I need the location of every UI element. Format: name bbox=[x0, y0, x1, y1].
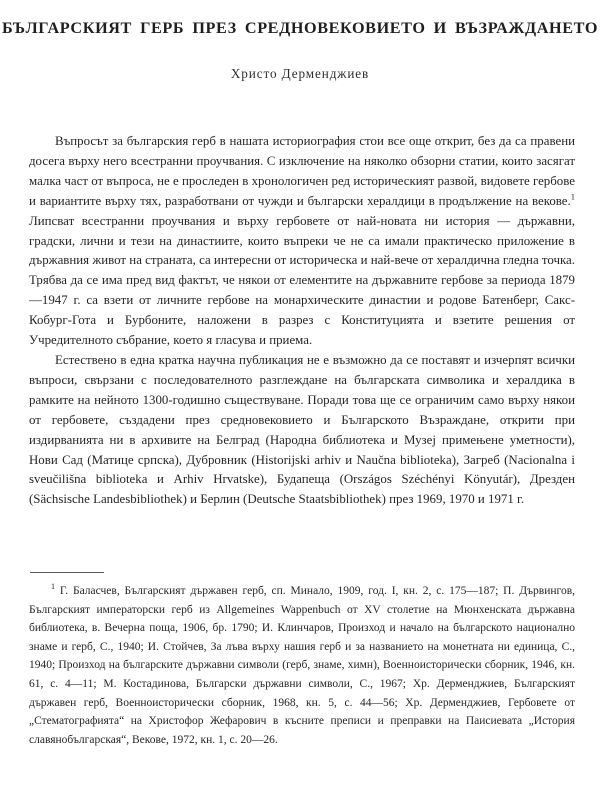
footnote-1-text: Г. Баласчев, Българският държавен герб, сп. Минало, 1909, год. I, кн. 2, с. 175—187; П. Дървингов, Българският императорски герб из Allgemeines Wappenbuch от XV столетие на Мюнхенската държавна библиотека, в. Вечерна поща, 1906, бр. 1790; И. Клинчаров, Произход и начало на българското национално знаме и герб, С., 1940; И. Стойчев, За лъва върху нашия герб и за названието на монетната ни единица, С., 1940; Произход на българските държавни символи (герб, знаме, химн), Военноисторически сборник, 1946, кн. 61, с. 4—11; М. Костадинова, Български държавни символи, С., 1967; Хр. Дерменджиев, Българският държавен герб, Военноисторически сборник, 1968, кн. 5, с. 44—56; Хр. Дерменджиев, Гербовете от „Стематографията“ на Христофор Жефарович в късните преписи и преправки на Паисиевата „История славянобългарская“, Векове, 1972, кн. 1, с. 20—26. bbox=[29, 585, 575, 746]
author-name: Христо Дерменджиев bbox=[230, 66, 370, 81]
article-body bbox=[29, 132, 575, 510]
paragraph-1-text-a: Въпросът за българския герб в нашата историография стои все още открит, без да са правени досега върху него всестранни проучвания. С изключение на няколко обзорни статии, които засягат малка част от въпроса, не е проследен в хронологичен ред историческият развой, видовете гербове и вариантите върху тях, разработвани от чужди и български хералдици в продължение на векове. bbox=[29, 134, 575, 208]
footnote-block bbox=[29, 572, 575, 749]
footnote-1 bbox=[29, 582, 575, 749]
paragraph-2: Естествено в една кратка научна публикация не е възможно да се поставят и изчерпят всички въпроси, свързани с последователното разглеждане на българската символика и хералдика в рамките на нейното 1300-годишно съществуване. Поради това ще се ограничим само върху някои от гербовете, създадени през средновековието и Българското Възраждане, открити при издирванията ни в архивите на Белград (Народна библиотека и Музеj примењене уметности), Нови Сад (Матице српска), Дубровник (Historijski arhiv и Naučna biblioteka), Загреб (Nacionalna i sveučilišna biblioteka и Arhiv Hrvatske), Будапеща (Országos Széchényi Könyutár), Дрезден (Sächsische Landesbibliothek) и Берлин (Deutsche Staatsbibliothek) през 1969, 1970 и 1971 г. bbox=[29, 352, 575, 507]
paragraph-1 bbox=[29, 132, 575, 351]
footnote-separator-rule bbox=[30, 572, 104, 573]
footnote-number: 1 bbox=[51, 582, 55, 592]
paragraph-1-text-b: Липсват всестранни проучвания и върху гербовете от най-новата ни история — държавни, градски, лични и тези на династиите, които въпреки че не са имали практическо приложение в държавния живот на страната, са интересни от историческа и най-вече от хералдична гледна точка. Трябва да се има пред вид фактът, че някои от елементите на държавните гербове за периода 1879—1947 г. са взети от личните гербове на монархическите династии и родове Батенберг, Сакс-Кобург-Гота и Бурбоните, наложени в разрез с Конституцията и взетите решения от Учредителното събрание, което я гласува и приема. bbox=[29, 213, 575, 348]
footnote-reference[interactable]: 1 bbox=[570, 191, 575, 202]
page-title: БЪЛГАРСКИЯТ ГЕРБ ПРЕЗ СРЕДНОВЕКОВИЕТО И ВЪЗРАЖДАНЕТО bbox=[1, 17, 599, 37]
